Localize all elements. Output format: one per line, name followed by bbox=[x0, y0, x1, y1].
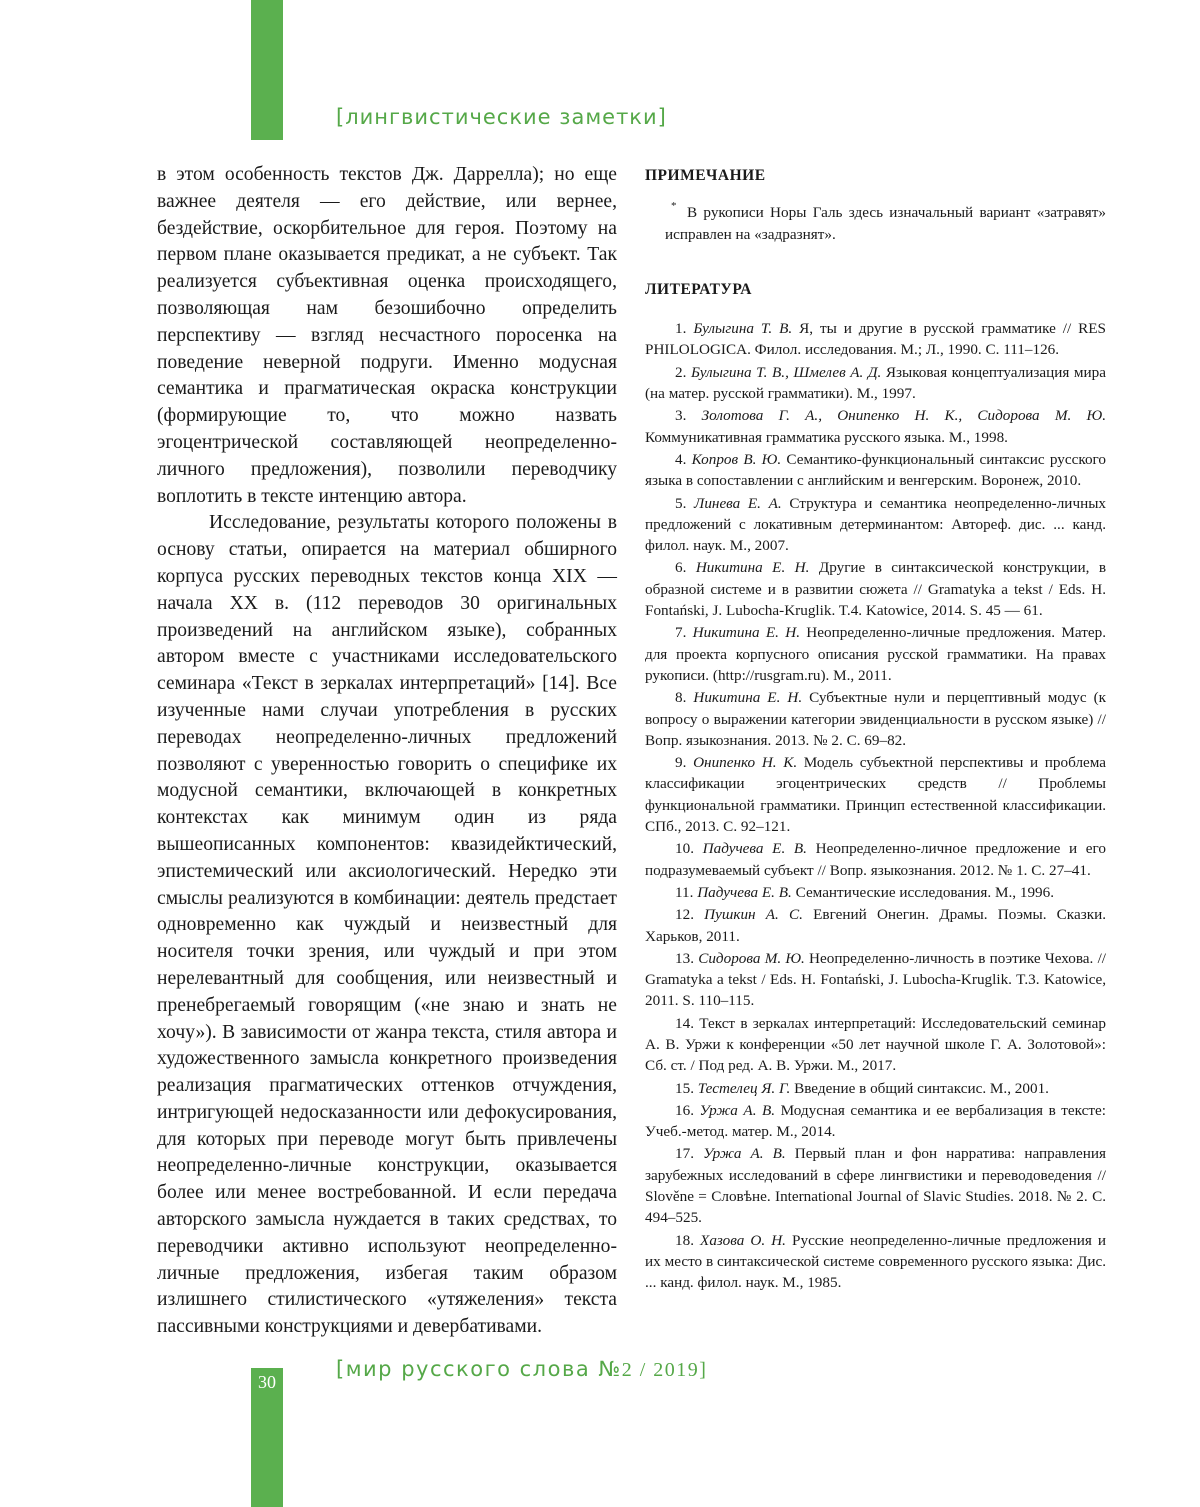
reference-item bbox=[645, 493, 1106, 557]
reference-text: Неопределенно-личные предложения. Матер. для проекта корпусного описания русской грамматики. На правах рукописи. (http://rusgram.ru). М., 2011. bbox=[645, 624, 1106, 684]
reference-author: Никитина Е. Н. bbox=[693, 689, 803, 707]
reference-number: 5. bbox=[675, 494, 687, 512]
reference-item bbox=[645, 948, 1106, 1012]
reference-number: 13. bbox=[675, 949, 694, 967]
reference-number: 18. bbox=[675, 1231, 694, 1249]
reference-text: Неопределенно-личность в поэтике Чехова. // Gramatyka a tekst / Eds. H. Fontański, J. Lubocha-Kruglik. T.3. Katowice, 2011. S. 110–115. bbox=[645, 949, 1107, 1010]
footnote bbox=[645, 202, 1106, 245]
reference-text: Модель субъектной перспективы и проблема классификации эгоцентрических средств // Проблемы функциональной грамматики. Принцип естественной классификации. СПб., 2013. С. 92–121. bbox=[645, 754, 1107, 836]
reference-item bbox=[645, 687, 1106, 751]
reference-item bbox=[645, 838, 1106, 881]
notes-and-references-column bbox=[645, 165, 1106, 1295]
reference-item bbox=[645, 622, 1106, 686]
reference-author: Онипенко Н. К. bbox=[693, 754, 798, 772]
reference-number: 1. bbox=[675, 320, 687, 338]
reference-item bbox=[645, 1013, 1106, 1077]
reference-number: 15. bbox=[675, 1079, 694, 1097]
reference-number: 7. bbox=[675, 624, 687, 642]
reference-number: 14. bbox=[675, 1014, 694, 1032]
reference-number: 8. bbox=[675, 689, 687, 707]
reference-item bbox=[645, 318, 1106, 361]
reference-author: Линева Е. А. bbox=[694, 494, 782, 512]
reference-text: Языковая концептуализация мира (на матер. русской грамматики). М., 1997. bbox=[645, 363, 1106, 403]
reference-item bbox=[645, 882, 1106, 903]
reference-item bbox=[645, 1100, 1106, 1143]
notes-heading: ПРИМЕЧАНИЕ bbox=[645, 167, 766, 184]
reference-item bbox=[645, 1143, 1106, 1228]
reference-text: Русские неопределенно-личные предложения и их место в синтаксической системе современного русского языка: Дис. ... канд. филол. наук. М., 1985. bbox=[645, 1231, 1106, 1292]
reference-author: Пушкин А. С. bbox=[704, 906, 803, 924]
reference-text: Коммуникативная грамматика русского языка. М., 1998. bbox=[645, 428, 1008, 446]
green-accent-bar-top bbox=[251, 0, 283, 140]
reference-text: Евгений Онегин. Драмы. Поэмы. Сказки. Харьков, 2011. bbox=[645, 906, 1106, 945]
reference-author: Уржа А. В. bbox=[703, 1145, 786, 1163]
reference-author: Никитина Е. Н. bbox=[692, 624, 801, 642]
reference-item bbox=[645, 904, 1106, 947]
main-paragraph-2: Исследование, результаты которого положены в основу статьи, опирается на материал обширного корпуса русских переводных текстов конца XIX — начала XX в. (112 переводов 30 оригинальных произведений на английском языке), собранных автором вместе с участниками исследовательского семинара «Текст в зеркалах интерпретаций» [14]. Все изученные нами случаи употребления в русских переводах неопределенно-личных предложений позволяют с уверенностью говорить о специфике их модусной семантики, включающей в конкретных контекстах как минимум один из ряда вышеописанных компонентов: квазидейктический, эпистемический или аксиологический. Нередко эти смыслы реализуются в комбинации: деятель предстает одновременно как чуждый и неизвестный для носителя точки зрения, или чуждый и при этом нерелевантный для сообщения, или неизвестный и пренебрегаемый говорящим («не знаю и знать не хочу»). В зависимости от жанра текста, стиля автора и художественного замысла конкретного произведения реализация прагматических оттенков отчуждения, интригующей недосказанности или дефокусирования, для которых при переводе могут быть привлечены неопределенно-личные конструкции, оказывается более или менее востребованной. И если передача авторского замысла нуждается в таких средствах, то переводчики активно используют неопределенно-личные предложения, избегая таким образом излишнего стилистического «утяжеления» текста пассивными конструкциями и девербативами. bbox=[157, 512, 617, 1338]
reference-text: Текст в зеркалах интерпретаций: Исследовательский семинар А. В. Уржи к конференции «50 лет научной школе Г. А. Золотовой»: Сб. ст. / Под ред. А. В. Уржи. М., 2017. bbox=[645, 1014, 1107, 1075]
footnote-text: В рукописи Норы Галь здесь изначальный вариант «затравят» исправлен на «задразнят». bbox=[665, 204, 1106, 243]
reference-author: Булыгина Т. В. bbox=[693, 320, 793, 338]
journal-issue: 2 / 2019] bbox=[621, 1359, 708, 1381]
main-text-column bbox=[157, 162, 617, 1341]
journal-title: [мир русского слова № bbox=[336, 1357, 622, 1381]
reference-author: Золотова Г. А., Онипенко Н. К., Сидорова М. Ю. bbox=[701, 407, 1106, 425]
reference-item bbox=[645, 1230, 1106, 1294]
reference-number: 2. bbox=[675, 363, 687, 381]
reference-item bbox=[645, 557, 1106, 621]
journal-footer bbox=[336, 1357, 707, 1382]
reference-text: Модусная семантика и ее вербализация в тексте: Учеб.-метод. матер. М., 2014. bbox=[645, 1101, 1106, 1141]
reference-text: Субъектные нули и перцептивный модус (к вопросу о выражении категории эвиденциальности в русском языке) // Вопр. языкознания. 2013. № 2. С. 69–82. bbox=[645, 689, 1107, 749]
reference-number: 16. bbox=[675, 1101, 694, 1119]
main-paragraph-1: в этом особенность текстов Дж. Даррелла); но еще важнее деятеля — его действие, или вернее, бездействие, оскорбительное для героя. Поэтому на первом плане оказывается предикат, а не субъект. Так реализуется субъективная оценка происходящего, позволяющая нам безошибочно определить перспективу — взгляд несчастного поросенка на поведение неверной подруги. Именно модусная семантика и прагматическая окраска конструкции (формирующие то, что можно назвать эгоцентрической составляющей неопределенно-личного предложения), позволили переводчику воплотить в тексте интенцию автора. bbox=[157, 164, 617, 507]
reference-text: Семантико-функциональный синтаксис русского языка в сопоставлении с английским и венгерским. Воронеж, 2010. bbox=[645, 450, 1106, 490]
reference-text: Семантические исследования. М., 1996. bbox=[791, 883, 1055, 901]
reference-author: Сидорова М. Ю. bbox=[698, 949, 805, 967]
literature-heading: ЛИТЕРАТУРА bbox=[645, 280, 752, 298]
reference-text: Я, ты и другие в русской грамматике // RES PHILOLOGICA. Филол. исследования. М.; Л., 1990. С. 111–126. bbox=[645, 320, 1106, 359]
footnote-marker: * bbox=[671, 200, 677, 213]
reference-number: 10. bbox=[675, 840, 694, 858]
reference-number: 11. bbox=[675, 883, 694, 901]
reference-author: Падучева Е. В. bbox=[702, 840, 807, 858]
reference-text: Первый план и фон нарратива: направления зарубежных исследований в сфере лингвистики и переводоведения // Slověne = Словѣне. International Journal of Slavic Studies. 2018. № 2. С. 494–525. bbox=[645, 1145, 1106, 1227]
reference-number: 6. bbox=[675, 559, 687, 577]
reference-item bbox=[645, 752, 1106, 837]
reference-author: Никитина Е. Н. bbox=[695, 559, 810, 577]
reference-author: Хазова О. Н. bbox=[700, 1231, 786, 1249]
reference-author: Тестелец Я. Г. bbox=[697, 1079, 791, 1097]
reference-number: 17. bbox=[675, 1145, 694, 1163]
section-header: [лингвистические заметки] bbox=[336, 105, 667, 129]
reference-author: Булыгина Т. В., Шмелев А. Д. bbox=[690, 363, 882, 381]
reference-item bbox=[645, 405, 1106, 448]
reference-author: Падучева Е. В. bbox=[697, 883, 792, 901]
reference-text: Другие в синтаксической конструкции, в образной системе и в развитии сюжета // Gramatyka a tekst / Eds. H. Fontański, J. Lubocha-Kruglik. T.4. Katowice, 2014. S. 45 — 61. bbox=[645, 559, 1106, 620]
reference-item bbox=[645, 449, 1106, 492]
reference-list bbox=[645, 318, 1106, 1293]
reference-item bbox=[645, 1078, 1106, 1099]
reference-text: Структура и семантика неопределенно-личных предложений с локативным детерминантом: Автореф. дис. ... канд. филол. наук. М., 2007. bbox=[645, 494, 1107, 555]
reference-author: Копров В. Ю. bbox=[691, 450, 782, 468]
reference-number: 4. bbox=[675, 450, 687, 468]
reference-author: Уржа А. В. bbox=[699, 1101, 776, 1119]
reference-number: 3. bbox=[675, 407, 687, 425]
reference-number: 12. bbox=[675, 906, 694, 924]
page-number: 30 bbox=[258, 1372, 276, 1392]
reference-number: 9. bbox=[675, 754, 687, 772]
reference-text: Введение в общий синтаксис. М., 2001. bbox=[790, 1079, 1049, 1097]
reference-text: Неопределенно-личное предложение и его подразумеваемый субъект // Вопр. языкознания. 2012. № 1. С. 27–41. bbox=[645, 840, 1106, 879]
reference-item bbox=[645, 362, 1106, 405]
